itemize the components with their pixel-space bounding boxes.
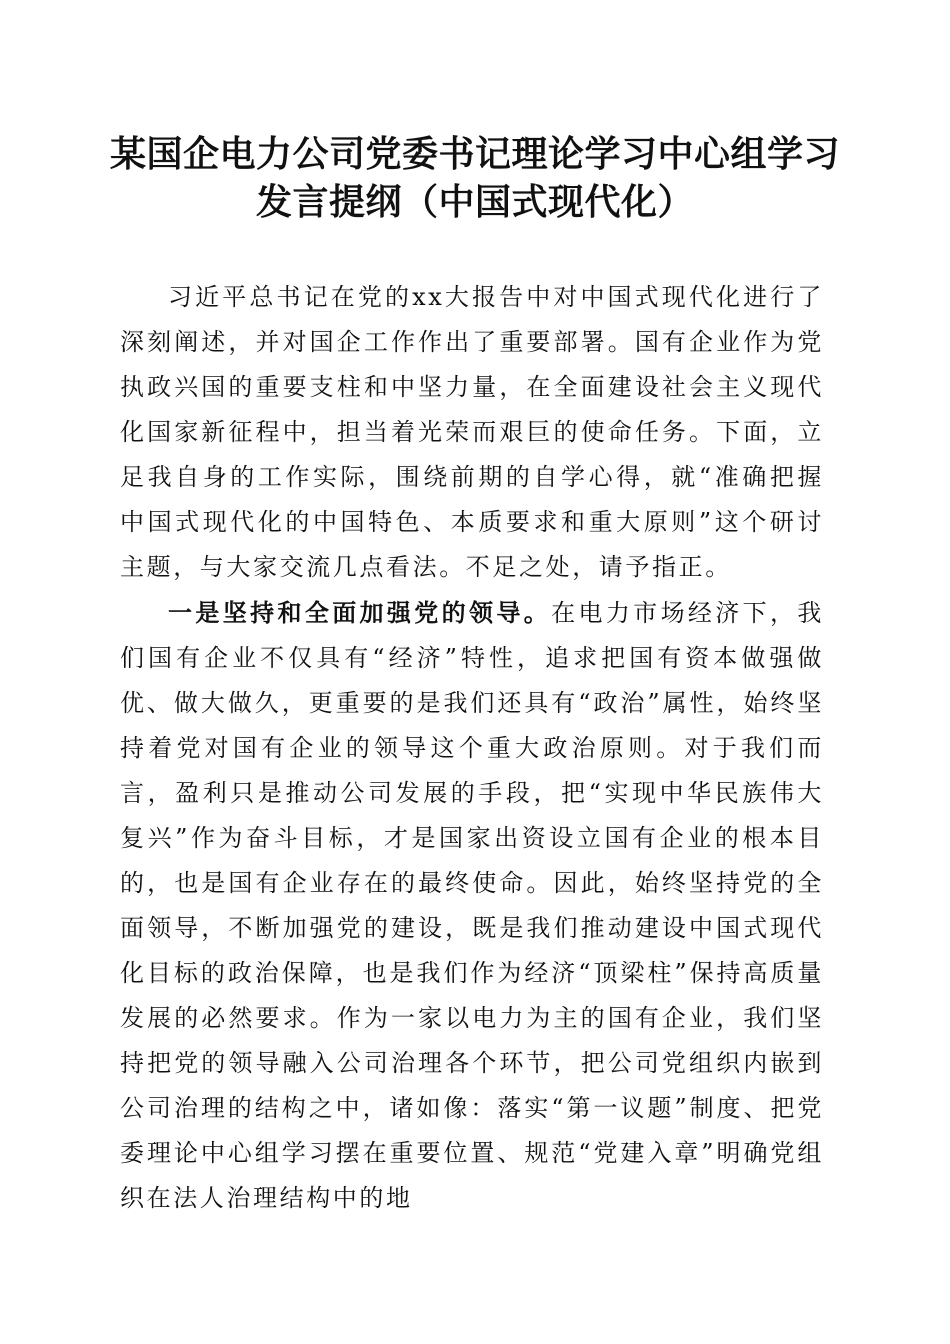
document-body: [120, 275, 824, 1221]
paragraph-text: 习近平总书记在党的xx大报告中对中国式现代化进行了深刻阐述，并对国企工作作出了重要部署。国有企业作为党执政兴国的重要支柱和中坚力量，在全面建设社会主义现代化国家新征程中，担当着光荣而艰巨的使命任务。下面，立足我自身的工作实际，围绕前期的自学心得，就“准确把握中国式现代化的中国特色、本质要求和重大原则”这个研讨主题，与大家交流几点看法。不足之处，请予指正。: [120, 283, 824, 581]
title-line-2: 发言提纲（中国式现代化）: [255, 181, 694, 223]
document-title: [110, 130, 840, 226]
paragraph-lead-heading: 一是坚持和全面加强党的领导。: [168, 598, 552, 627]
paragraph-text: 在电力市场经济下，我们国有企业不仅具有“经济”特性，追求把国有资本做强做优、做大做久，更重要的是我们还具有“政治”属性，始终坚持着党对国有企业的领导这个重大政治原则。对于我们而言，盈利只是推动公司发展的手段，把“实现中华民族伟大复兴”作为奋斗目标，才是国家出资设立国有企业的根本目的，也是国有企业存在的最终使命。因此，始终坚持党的全面领导，不断加强党的建设，既是我们推动建设中国式现代化目标的政治保障，也是我们作为经济“顶梁柱”保持高质量发展的必然要求。作为一家以电力为主的国有企业，我们坚持把党的领导融入公司治理各个环节，把公司党组织内嵌到公司治理的结构之中，诸如像：落实“第一议题”制度、把党委理论中心组学习摆在重要位置、规范“党建入章”明确党组织在法人治理结构中的地: [120, 599, 824, 1212]
paragraph-point-one: [120, 590, 824, 1221]
title-line-1: 某国企电力公司党委书记理论学习中心组学习: [110, 133, 841, 175]
paragraph-intro: [120, 275, 824, 590]
